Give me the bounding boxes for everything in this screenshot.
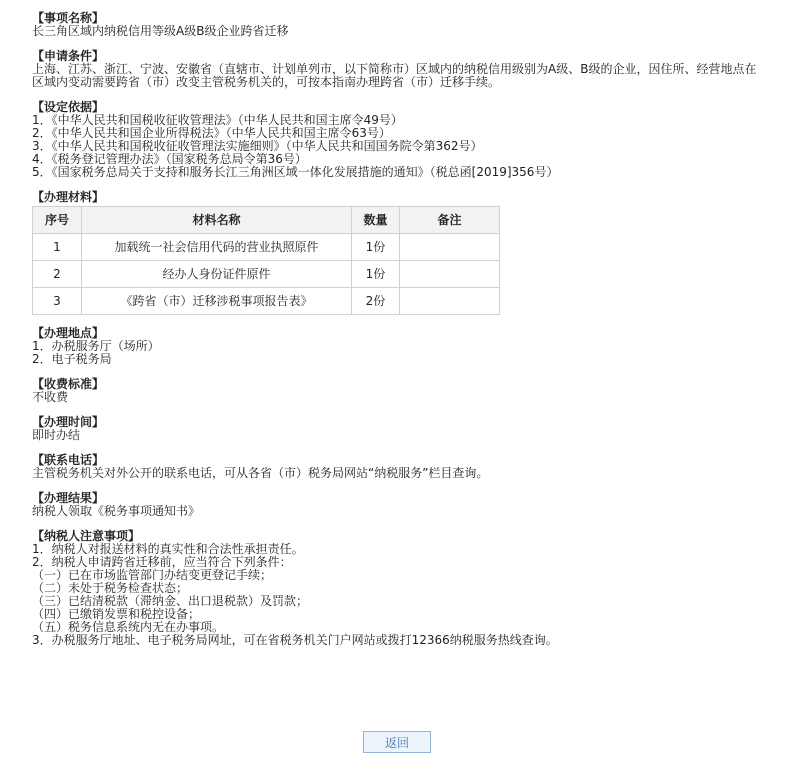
header-remarks: 备注 [400,207,500,234]
section-line: 2．《中华人民共和国企业所得税法》（中华人民共和国主席令63号） [32,126,391,140]
section-materials [32,191,795,315]
header-material-name: 材料名称 [82,207,352,234]
section-heading: 【联系电话】 [32,453,105,467]
section-line: （二）未处于税务检查状态； [32,581,189,595]
section-line: 2．电子税务局 [32,352,112,366]
section-line: 即时办结 [32,428,81,442]
section-line: 不收费 [32,390,69,404]
cell-quantity: 1份 [352,234,400,261]
section-line: 纳税人领取《税务事项通知书》 [32,504,201,518]
section-phone [32,454,795,480]
section-heading: 【办理材料】 [32,190,105,204]
section-location [32,327,795,366]
cell-index: 3 [33,288,82,315]
cell-remarks [400,261,500,288]
section-line: （三）已结清税款（滞纳金、出口退税款）及罚款； [32,594,309,608]
header-quantity: 数量 [352,207,400,234]
section-conditions [32,50,795,89]
section-heading: 【办理时间】 [32,415,105,429]
cell-remarks [400,234,500,261]
section-line: （四）已缴销发票和税控设备； [32,607,201,621]
section-line: 4．《税务登记管理办法》（国家税务总局令第36号） [32,152,307,166]
section-heading: 【办理结果】 [32,491,105,505]
section-line: 1．《中华人民共和国税收征收管理法》（中华人民共和国主席令49号） [32,113,403,127]
section-line: 5．《国家税务总局关于支持和服务长江三角洲区域一体化发展措施的通知》（税总函[2019]356号） [32,165,559,179]
section-heading: 【申请条件】 [32,49,105,63]
cell-index: 1 [33,234,82,261]
cell-quantity: 2份 [352,288,400,315]
section-heading: 【收费标准】 [32,377,105,391]
cell-quantity: 1份 [352,261,400,288]
header-index: 序号 [33,207,82,234]
table-row [33,234,500,261]
section-heading: 【办理地点】 [32,326,105,340]
section-heading: 【事项名称】 [32,11,105,25]
section-heading: 【纳税人注意事项】 [32,529,141,543]
cell-remarks [400,288,500,315]
section-basis [32,101,795,179]
table-row [33,288,500,315]
cell-material-name: 加载统一社会信用代码的营业执照原件 [82,234,352,261]
cell-index: 2 [33,261,82,288]
section-line: 3．办税服务厅地址、电子税务局网址，可在省税务机关门户网站或拨打12366纳税服务热线查询。 [32,633,558,647]
section-line: 主管税务机关对外公开的联系电话，可从各省（市）税务局网站“纳税服务”栏目查询。 [32,466,489,480]
section-line: 上海、江苏、浙江、宁波、安徽省（直辖市、计划单列市，以下简称市）区域内的纳税信用级别为A级、B级的企业，因住所、经营地点在 [32,62,757,76]
materials-table [32,206,500,315]
section-line: 长三角区域内纳税信用等级A级B级企业跨省迁移 [32,24,289,38]
section-name [32,12,795,38]
back-button[interactable]: 返回 [363,731,431,753]
section-line: 2．纳税人申请跨省迁移前，应当符合下列条件： [32,555,292,569]
table-header-row [33,207,500,234]
section-time [32,416,795,442]
section-line: （五）税务信息系统内无在办事项。 [32,620,225,634]
cell-material-name: 经办人身份证件原件 [82,261,352,288]
section-line: 3．《中华人民共和国税收征收管理法实施细则》（中华人民共和国国务院令第362号） [32,139,483,153]
cell-material-name: 《跨省（市）迁移涉税事项报告表》 [82,288,352,315]
section-line: 区域内变动需要跨省（市）改变主管税务机关的，可按本指南办理跨省（市）迁移手续。 [32,75,501,89]
section-fee [32,378,795,404]
section-line: 1．纳税人对报送材料的真实性和合法性承担责任。 [32,542,304,556]
section-heading: 【设定依据】 [32,100,105,114]
section-line: 1．办税服务厅（场所） [32,339,160,353]
section-notes [32,530,795,647]
table-row [33,261,500,288]
section-line: （一）已在市场监管部门办结变更登记手续； [32,568,273,582]
section-result [32,492,795,518]
